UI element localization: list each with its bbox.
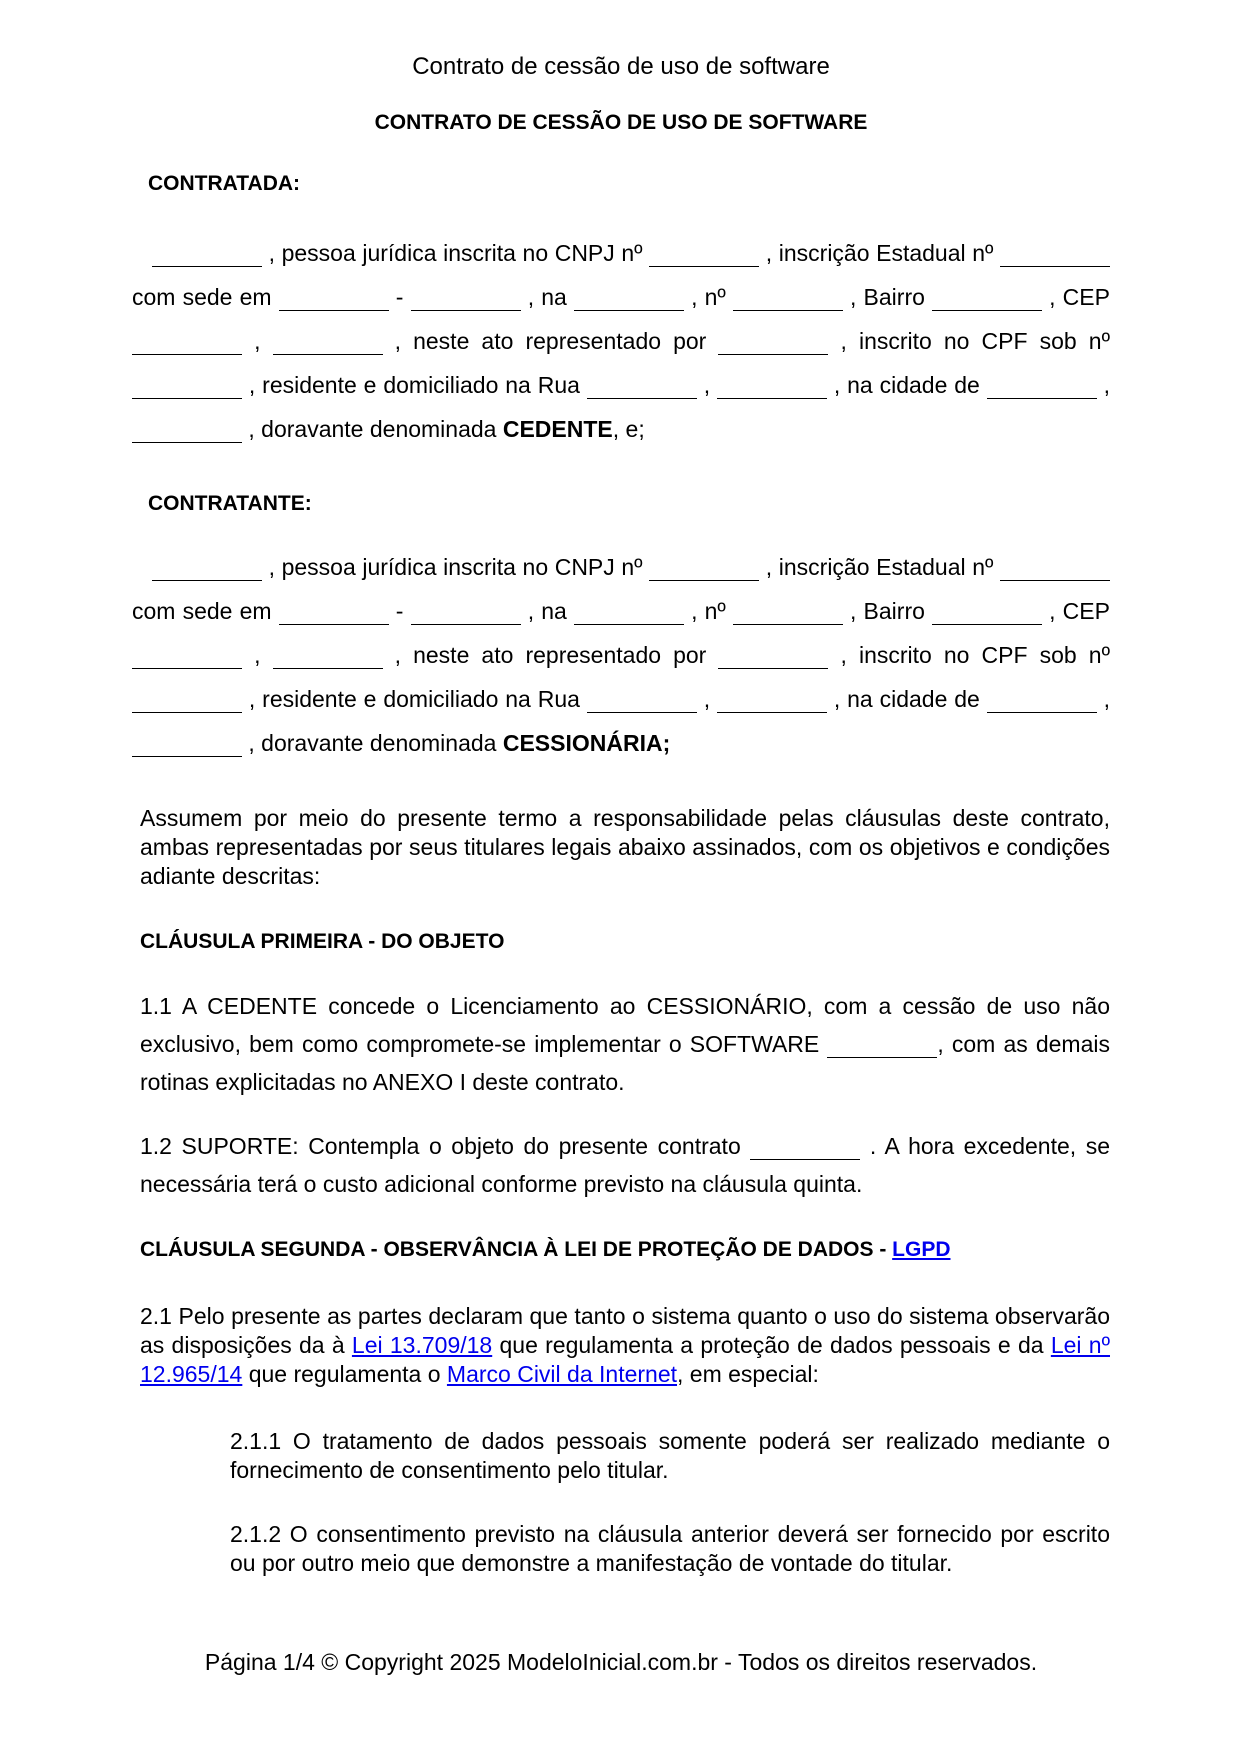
contratada-label: CONTRATADA: [148, 172, 301, 195]
blank-fill-in-field [152, 554, 262, 581]
text-run: , pessoa jurídica inscrita no CNPJ nº [262, 554, 650, 580]
clause-2-1-2-paragraph [230, 1520, 1110, 1578]
text-run: , inscrito no CPF sob nº [828, 328, 1110, 354]
clausula-primeira-title: CLÁUSULA PRIMEIRA - DO OBJETO [140, 930, 505, 953]
blank-fill-in-field [932, 284, 1042, 311]
text-run: 1.2 SUPORTE: Contempla o objeto do presente contrato [140, 1133, 751, 1159]
text-run: , nº [683, 598, 733, 624]
blank-fill-in-field [1000, 554, 1110, 581]
text-run: CLÁUSULA SEGUNDA - OBSERVÂNCIA À LEI DE PROTEÇÃO DE DADOS - [140, 1238, 893, 1261]
blank-fill-in-field [411, 284, 521, 311]
text-run: 2.1.1 O tratamento de dados pessoais somente poderá ser realizado mediante o fornecimento de consentimento pelo titular. [230, 1428, 1110, 1483]
blank-fill-in-field [932, 598, 1042, 625]
page-header-title: Contrato de cessão de uso de software [412, 53, 830, 80]
blank-fill-in-field [132, 642, 242, 669]
blank-fill-in-field [649, 554, 759, 581]
text-run: , na cidade de [826, 686, 987, 712]
text-run: , nº [683, 284, 733, 310]
text-run: , inscrito no CPF sob nº [828, 642, 1110, 668]
lei-13709-link[interactable]: Lei 13.709/18 [351, 1332, 493, 1358]
blank-fill-in-field [132, 328, 242, 355]
bold-text-run: CEDENTE [502, 416, 613, 442]
text-run: - [388, 284, 411, 310]
text-run: , inscrição Estadual nº [759, 240, 1000, 266]
text-run: , CEP [1042, 598, 1110, 624]
text-run: , [242, 642, 273, 668]
text-run: , na cidade de [826, 372, 987, 398]
contratante-paragraph [132, 545, 1110, 765]
clause-2-1-paragraph [140, 1302, 1110, 1389]
blank-fill-in-field [1000, 240, 1110, 267]
text-run: , [1096, 372, 1110, 398]
blank-fill-in-field [279, 598, 389, 625]
blank-fill-in-field [132, 686, 242, 713]
blank-fill-in-field [279, 284, 389, 311]
text-run: , residente e domiciliado na Rua [242, 686, 587, 712]
lei-12965-link[interactable]: Lei nº 12.965/14 [140, 1332, 1110, 1387]
text-run: , Bairro [842, 598, 933, 624]
text-run: , na [520, 284, 574, 310]
blank-fill-in-field [574, 598, 684, 625]
contratada-paragraph [132, 231, 1110, 451]
clause-2-1-1-paragraph [230, 1427, 1110, 1485]
preamble-paragraph [140, 804, 1110, 891]
blank-fill-in-field [132, 730, 242, 757]
text-run: , neste ato representado por [382, 642, 719, 668]
text-run: 2.1.2 O consentimento previsto na cláusula anterior deverá ser fornecido por escrito ou por outro meio que demonstre a manifestação de vontade do titular. [230, 1521, 1110, 1576]
blank-fill-in-field [132, 372, 242, 399]
clausula-segunda-title [140, 1236, 1110, 1264]
blank-fill-in-field [587, 686, 697, 713]
lgpd-link[interactable]: LGPD [892, 1238, 951, 1261]
text-run: 2.1 Pelo presente as partes declaram que tanto o sistema quanto o uso do sistema observarão as disposições da à [140, 1303, 1110, 1358]
blank-fill-in-field [718, 328, 828, 355]
blank-fill-in-field [717, 686, 827, 713]
blank-fill-in-field [273, 642, 383, 669]
clause-1-2-paragraph [140, 1127, 1110, 1203]
blank-fill-in-field [717, 372, 827, 399]
blank-fill-in-field [718, 642, 828, 669]
blank-fill-in-field [132, 416, 242, 443]
text-run: , inscrição Estadual nº [759, 554, 1000, 580]
text-run: , com as demais rotinas explicitadas no ANEXO I deste contrato. [140, 1031, 1110, 1095]
text-run: , doravante denominada [242, 416, 503, 442]
blank-fill-in-field [733, 598, 843, 625]
blank-fill-in-field [733, 284, 843, 311]
text-run: 1.1 A CEDENTE concede o Licenciamento ao CESSIONÁRIO, com a cessão de uso não exclusivo, bem como compromete-se implementar o SOFTWARE [140, 993, 1110, 1057]
text-run: . A hora excedente, se necessária terá o custo adicional conforme previsto na cláusula quinta. [140, 1133, 1110, 1197]
text-run: , em especial: [677, 1361, 819, 1387]
page-footer: Página 1/4 © Copyright 2025 ModeloInicial.com.br - Todos os direitos reservados. [204, 1649, 1038, 1675]
text-run: , [696, 686, 717, 712]
text-run: , neste ato representado por [382, 328, 719, 354]
blank-fill-in-field [649, 240, 759, 267]
blank-fill-in-field [273, 328, 383, 355]
blank-fill-in-field [574, 284, 684, 311]
blank-fill-in-field [987, 372, 1097, 399]
text-run: - [388, 598, 411, 624]
blank-fill-in-field [750, 1133, 860, 1160]
text-run: , [1096, 686, 1110, 712]
clause-1-1-paragraph [140, 987, 1110, 1101]
blank-fill-in-field [987, 686, 1097, 713]
text-run: , pessoa jurídica inscrita no CNPJ nº [262, 240, 650, 266]
text-run: , CEP [1042, 284, 1110, 310]
text-run: , residente e domiciliado na Rua [242, 372, 587, 398]
text-run: , doravante denominada [242, 730, 503, 756]
text-run: , [242, 328, 273, 354]
document-title: CONTRATO DE CESSÃO DE USO DE SOFTWARE [374, 111, 868, 134]
text-run: com sede em [132, 598, 279, 624]
bold-text-run: CESSIONÁRIA; [502, 730, 671, 756]
marco-civil-link[interactable]: Marco Civil da Internet [446, 1361, 678, 1387]
blank-fill-in-field [411, 598, 521, 625]
contratante-label: CONTRATANTE: [148, 492, 312, 515]
blank-fill-in-field [152, 240, 262, 267]
text-run: , na [520, 598, 574, 624]
text-run: , e; [612, 416, 645, 442]
text-run: , Bairro [842, 284, 933, 310]
blank-fill-in-field [827, 1031, 937, 1058]
text-run: que regulamenta o [242, 1361, 447, 1387]
text-run: que regulamenta a proteção de dados pessoais e da [492, 1332, 1051, 1358]
text-run: Assumem por meio do presente termo a responsabilidade pelas cláusulas deste contrato, ambas representadas por seus titulares legais abaixo assinados, com os objetivos e condições adiante descritas: [140, 805, 1110, 889]
text-run: com sede em [132, 284, 279, 310]
blank-fill-in-field [587, 372, 697, 399]
text-run: , [696, 372, 717, 398]
